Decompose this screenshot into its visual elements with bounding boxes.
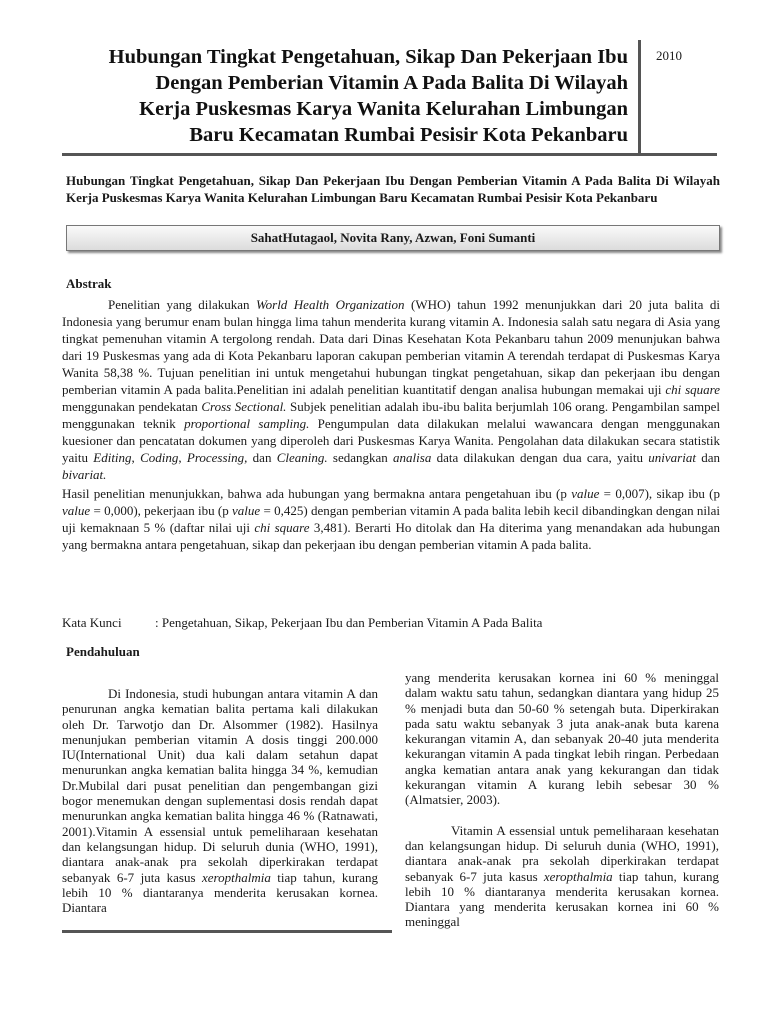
abstract-paragraph-2 [62, 485, 720, 553]
text-run: Vitamin A essensial untuk pemeliharaan kesehatan dan kelangsungan hidup. Di seluruh dunia (WHO, 1991), diantara anak-anak pra sekolah diperkirakan terdapat sebanyak 6-7 juta kasus [405, 822, 719, 884]
text-run: , [178, 450, 187, 465]
text-run: sedangkan [327, 450, 394, 465]
text-run: Hasil penelitian menunjukkan, bahwa ada hubungan yang bermakna antara pengetahuan ibu (p [62, 486, 572, 501]
text-run: tiap tahun, kurang lebih 10 % diantaranya menderita kerusakan kornea. Diantara [62, 869, 378, 916]
header-title-line: Baru Kecamatan Rumbai Pesisir Kota Pekanbaru [189, 124, 628, 146]
footer-rule [62, 930, 392, 933]
text-run: = 0,007), sikap ibu (p [599, 486, 721, 501]
italic-run: Cross Sectional. [201, 399, 287, 414]
header-title-line: Kerja Puskesmas Karya Wanita Kelurahan Limbungan [139, 98, 628, 120]
italic-run: chi square [254, 520, 310, 535]
keywords-label: Kata Kunci [62, 615, 122, 630]
journal-header-title [70, 44, 628, 148]
italic-run: xeropthalmia [201, 869, 271, 885]
text-run: dan [247, 450, 277, 465]
text-run: , [131, 450, 141, 465]
abstract-paragraph-1 [62, 296, 720, 483]
italic-run: Processing, [186, 450, 248, 465]
italic-run: analisa [393, 450, 432, 465]
text-run: Subjek penelitian adalah ibu-ibu balita berjumlah 106 orang. Pengambilan sampel menggunakan teknik [62, 399, 720, 431]
abstract-body [62, 296, 720, 553]
italic-run: value [571, 486, 600, 501]
header-title-line: Dengan Pemberian Vitamin A Pada Balita Di Wilayah [155, 72, 628, 94]
italic-run: xeropthalmia [543, 868, 613, 884]
intro-paragraph-left [62, 686, 378, 915]
italic-run: World Health Organization [256, 297, 405, 312]
italic-run: value [62, 503, 91, 518]
authors-bar: SahatHutagaol, Novita Rany, Azwan, Foni Sumanti [66, 225, 720, 251]
italic-run: univariat [648, 450, 696, 465]
header-vertical-rule [638, 40, 641, 156]
text-run: Di Indonesia, studi hubungan antara vitamin A dan penurunan angka kematian balita pertama kali dilakukan oleh Dr. Tarwotjo dan Dr. Alsommer (1982). Hasilnya menunjukan pemberian vitamin A dosis tinggi 200.000 IU(International Unit) dua kali dalam setahun dapat menurunkan angka kematian balita hingga 34 %, kemudian Dr.Mubilal dari pusat penelitian dan pengembangan gizi bogor menemukan dengan suplementasi dosis rendah dapat menurunkan angka kematian balita hingga 46 % (Ratnawati, 2001).Vitamin A essensial untuk pemeliharaan kesehatan dan kelangsungan hidup. Di seluruh dunia (WHO, 1991), diantara anak-anak pra sekolah diperkirakan terdapat sebanyak 6-7 juta kasus [62, 686, 378, 885]
text-run: data dilakukan dengan dua cara, yaitu [431, 450, 649, 465]
text-run: = 0,000), pekerjaan ibu (p [90, 503, 233, 518]
italic-run: Editing [93, 450, 132, 465]
article-title: Hubungan Tingkat Pengetahuan, Sikap Dan Pekerjaan Ibu Dengan Pemberian Vitamin A Pada Balita Di Wilayah Kerja Puskesmas Karya Wanita Kelurahan Limbungan Baru Kecamatan Rumbai Pesisir Kota Pekanbaru [66, 173, 720, 205]
italic-run: chi square [665, 382, 720, 397]
text-run: Pengumpulan data dilakukan melalui wawancara dengan menggunakan kuesioner dan pencatatan dokumen yang diperoleh dari Puskesmas Karya Wanita. Pengolahan data dilakukan secara statistik yaitu [62, 416, 720, 465]
italic-run: value [232, 503, 261, 518]
text-run: = 0,425) dengan pemberian vitamin A pada balita lebih kecil dibandingkan dengan nilai uji kemaknaan 5 % (daftar nilai uji [62, 503, 720, 535]
keywords-value: : Pengetahuan, Sikap, Pekerjaan Ibu dan Pemberian Vitamin A Pada Balita [155, 615, 543, 630]
text-run: 3,481). Berarti Ho ditolak dan Ha diterima yang menandakan ada hubungan yang bermakna antara pengetahuan, sikap dan pekerjaan ibu dengan pemberian vitamin A pada balita. [62, 520, 720, 552]
intro-paragraph-right-2 [405, 823, 719, 930]
intro-right-column [405, 670, 719, 930]
text-run: tiap tahun, kurang lebih 10 % diantaranya menderita kerusakan kornea. Diantara yang menderita kerusakan kornea ini 60 % meninggal [405, 868, 719, 930]
text-run: dan [695, 450, 721, 465]
text-run: (WHO) tahun 1992 menunjukkan dari 20 juta balita di Indonesia yang berumur enam bulan hingga lima tahun menderita kurang vitamin A. Indonesia salah satu negara di Asia yang tingkat pemenuhan vitamin A tergolong rendah. Data dari Dinas Kesehatan Kota Pekanbaru tahun 2009 menunjukan bahwa dari 19 Puskesmas yang ada di Kota Pekanbaru laporan cakupan pemberian vitamin A terendah terdapat di Puskesmas Karya Wanita 58,38 %. Tujuan penelitian ini untuk mengetahui hubungan tingkat pengetahuan, sikap dan pekerjaan ibu dengan pemberian vitamin A pada balita.Penelitian ini adalah penelitian kuantitatif dengan analisa hubungan memakai uji [62, 297, 720, 397]
italic-run: Coding [140, 450, 179, 465]
header-title-line: Hubungan Tingkat Pengetahuan, Sikap Dan Pekerjaan Ibu [108, 46, 628, 68]
intro-heading: Pendahuluan [66, 644, 140, 659]
text-run: Penelitian yang dilakukan [108, 297, 256, 312]
italic-run: Cleaning. [276, 450, 328, 465]
intro-paragraph-right-1: yang menderita kerusakan kornea ini 60 % meninggal dalam waktu satu tahun, sedangkan diantara yang hidup 25 % menjadi buta dan 50-60 % setengah buta. Diperkirakan pada satu waktu sebanyak 3 juta anak-anak buta karena kekurangan vitamin A, dan sebanyak 20-40 juta menderita kekurangan vitamin A pada tingkat lebih ringan. Perbedaan angka kematian antara anak yang kekurangan dan tidak kekurangan vitamin A kurang lebih sebesar 30 % (Almatsier, 2003). [405, 670, 719, 808]
intro-left-column [62, 686, 378, 915]
text-run: menggunakan pendekatan [62, 399, 202, 414]
header-year: 2010 [656, 48, 682, 63]
italic-run: proportional sampling. [184, 416, 310, 431]
italic-run: bivariat. [62, 467, 107, 482]
header-horizontal-rule [62, 153, 717, 156]
abstract-heading: Abstrak [66, 276, 112, 291]
